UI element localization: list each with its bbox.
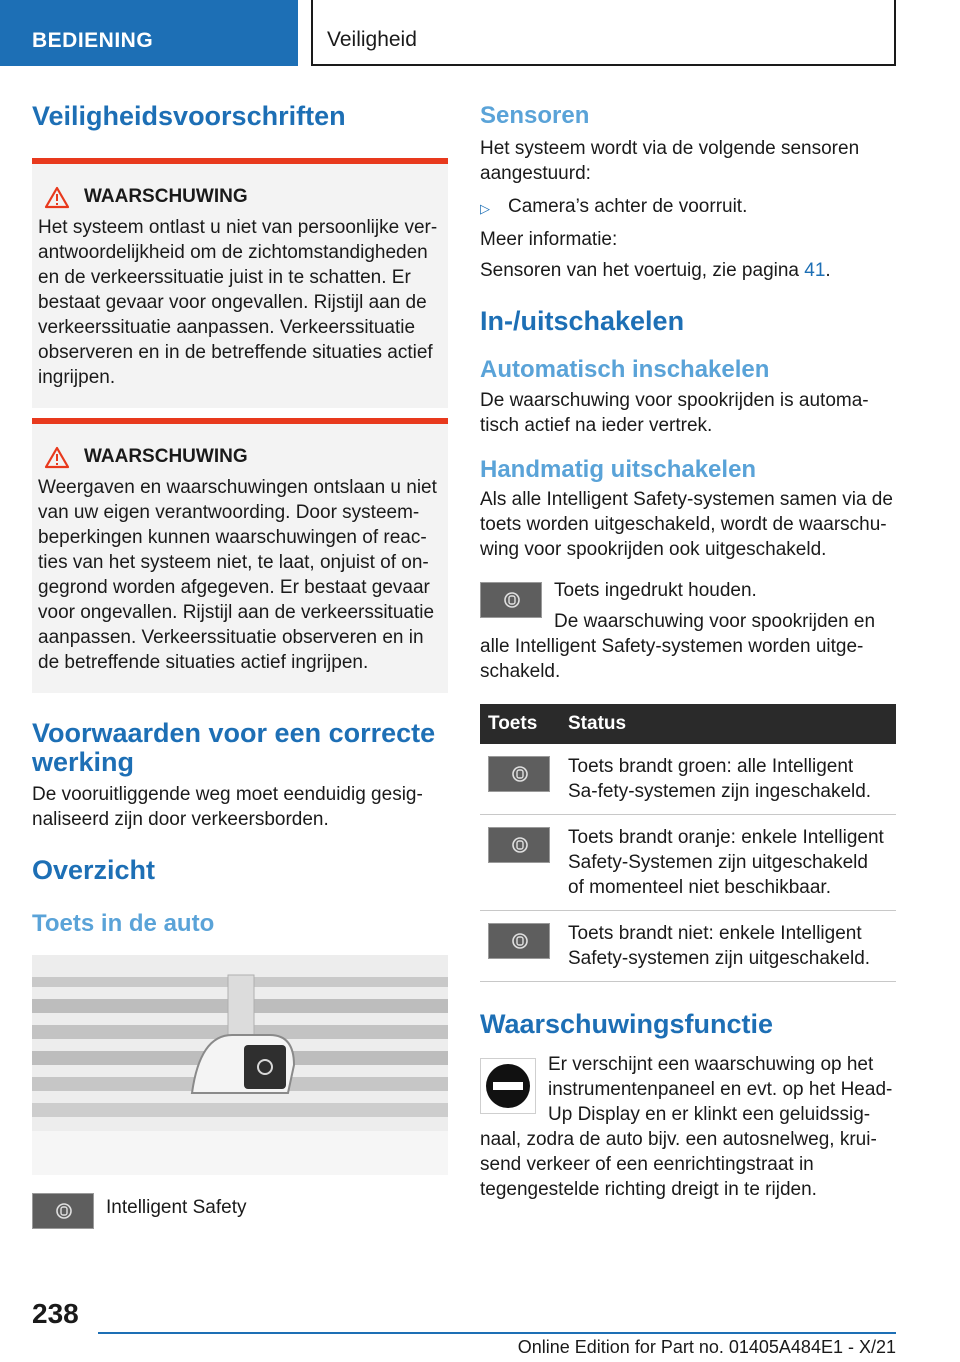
page-link[interactable]: 41 xyxy=(804,259,826,281)
left-column xyxy=(32,102,448,1229)
reference-text: Sensoren van het voertuig, zie pagina xyxy=(480,259,799,281)
safety-title: Veiligheidsvoorschriften xyxy=(32,101,346,131)
chapter-tab xyxy=(311,0,896,66)
button-off-icon xyxy=(488,923,550,959)
sensors-reference xyxy=(480,258,896,283)
sensor-bullet xyxy=(480,194,896,221)
button-photo xyxy=(32,955,448,1175)
auto-on-text: De waarschuwing voor spookrijden is automa-tisch actief na ieder vertrek. xyxy=(480,389,869,436)
warning-text: Het systeem ontlast u niet van persoonlijke ver-antwoordelijkheid om de zichtomstandigheden en de verkeerssituatie juist in te schatten. Er bestaat gevaar voor ongevallen. Rijstijl aan de verkeerssituatie aanpassen. Verkeerssituatie observeren en in de betreffende situaties actief ingrijpen. xyxy=(38,216,438,388)
warning-triangle-icon xyxy=(44,446,70,469)
chapter-label: Veiligheid xyxy=(327,28,417,51)
warning-label: WAARSCHUWING xyxy=(84,186,248,208)
warning-function-text: Er verschijnt een waarschuwing op het instrumentenpaneel en evt. op het Head-Up Display en er klinkt een geluidssig-naal, zodra de auto bijv. een autosnelweg, krui-send verkeer of een eenrichtingstraat in tegengestelde richting dreigt in te rijden. xyxy=(480,1054,893,1201)
section-tab xyxy=(0,0,298,66)
grille-illustration xyxy=(32,955,448,1175)
warning-box-1 xyxy=(32,158,448,408)
sensors-text: Het systeem wordt via de volgende sensoren aangestuurd: xyxy=(480,137,860,184)
warning-triangle-icon xyxy=(44,186,70,209)
page-number: 238 xyxy=(32,1298,79,1329)
table-cell-icon xyxy=(480,911,560,982)
table-header xyxy=(480,704,896,744)
intelligent-safety-button-icon xyxy=(32,1193,94,1229)
column-header-status: Status xyxy=(560,704,896,744)
triangle-bullet-icon: ▷ xyxy=(480,200,490,216)
hold-text: Toets ingedrukt houden. xyxy=(554,580,757,602)
table-row xyxy=(480,744,896,815)
column-header-button: Toets xyxy=(480,704,560,744)
manual-off-text: Als alle Intelligent Safety-systemen samen via de toets worden uitgeschakeld, wordt de waarschu-wing voor spookrijden ook uitgeschakeld. xyxy=(480,489,893,561)
auto-on-title: Automatisch inschakelen xyxy=(480,356,770,384)
warning-header xyxy=(38,446,440,469)
edition-label: Online Edition for Part no. 01405A484E1 - X/21 xyxy=(517,1337,896,1357)
warning-function-body xyxy=(480,1052,896,1202)
button-green-icon xyxy=(488,756,550,792)
button-orange-icon xyxy=(488,827,550,863)
warning-box-2 xyxy=(32,418,448,693)
table-cell-status: Toets brandt oranje: enkele Intelligent Safety-Systemen zijn uitgeschakeld of momenteel niet beschikbaar. xyxy=(560,815,896,911)
table-row xyxy=(480,911,896,982)
status-table xyxy=(480,704,896,982)
warning-label: WAARSCHUWING xyxy=(84,446,248,468)
hold-instruction xyxy=(480,578,896,684)
edition-text xyxy=(306,1337,896,1358)
intelligent-safety-button-icon xyxy=(480,582,542,618)
footer-rule xyxy=(98,1332,896,1334)
caption-row xyxy=(32,1193,448,1229)
button-in-car-title: Toets in de auto xyxy=(32,909,215,937)
section-label: BEDIENING xyxy=(32,29,154,52)
table-cell-icon xyxy=(480,815,560,911)
more-info-label: Meer informatie: xyxy=(480,228,618,250)
reference-dot: . xyxy=(825,259,831,281)
caption-text: Intelligent Safety xyxy=(106,1197,247,1219)
bullet-text: Camera’s achter de voorruit. xyxy=(508,195,748,217)
conditions-text: De vooruitliggende weg moet eenduidig gesig-naliseerd zijn door verkeersborden. xyxy=(32,784,423,831)
conditions-title: Voorwaarden voor een correcte werking xyxy=(32,717,436,778)
manual-off-title: Handmatig uitschakelen xyxy=(480,455,757,483)
warning-function-title: Waarschuwingsfunctie xyxy=(480,1009,774,1040)
sensors-title: Sensoren xyxy=(480,102,590,129)
table-cell-icon xyxy=(480,744,560,815)
warning-header xyxy=(38,186,440,209)
no-entry-icon xyxy=(480,1058,536,1114)
overview-title: Overzicht xyxy=(32,855,156,886)
table-row xyxy=(480,815,896,911)
table-cell-status: Toets brandt groen: alle Intelligent Sa-fety-systemen zijn ingeschakeld. xyxy=(560,744,896,815)
right-column xyxy=(480,102,896,1202)
table-cell-status: Toets brandt niet: enkele Intelligent Safety-systemen zijn uitgeschakeld. xyxy=(560,911,896,982)
hold-result: De waarschuwing voor spookrijden en alle Intelligent Safety-systemen worden uitge-schakeld. xyxy=(480,611,876,683)
warning-text: Weergaven en waarschuwingen ontslaan u niet van uw eigen verantwoording. Door systeem-beperkingen kunnen waarschuwingen of reac-ties van het systeem niet, te laat, onjuist of on-gegrond worden afgegeven. Er bestaat gevaar voor ongevallen. Rijstijl aan de verkeerssituatie aanpassen. Verkeerssituatie observeren en in de betreffende situaties actief ingrijpen. xyxy=(38,476,437,673)
switch-title: In-/uitschakelen xyxy=(480,305,685,336)
